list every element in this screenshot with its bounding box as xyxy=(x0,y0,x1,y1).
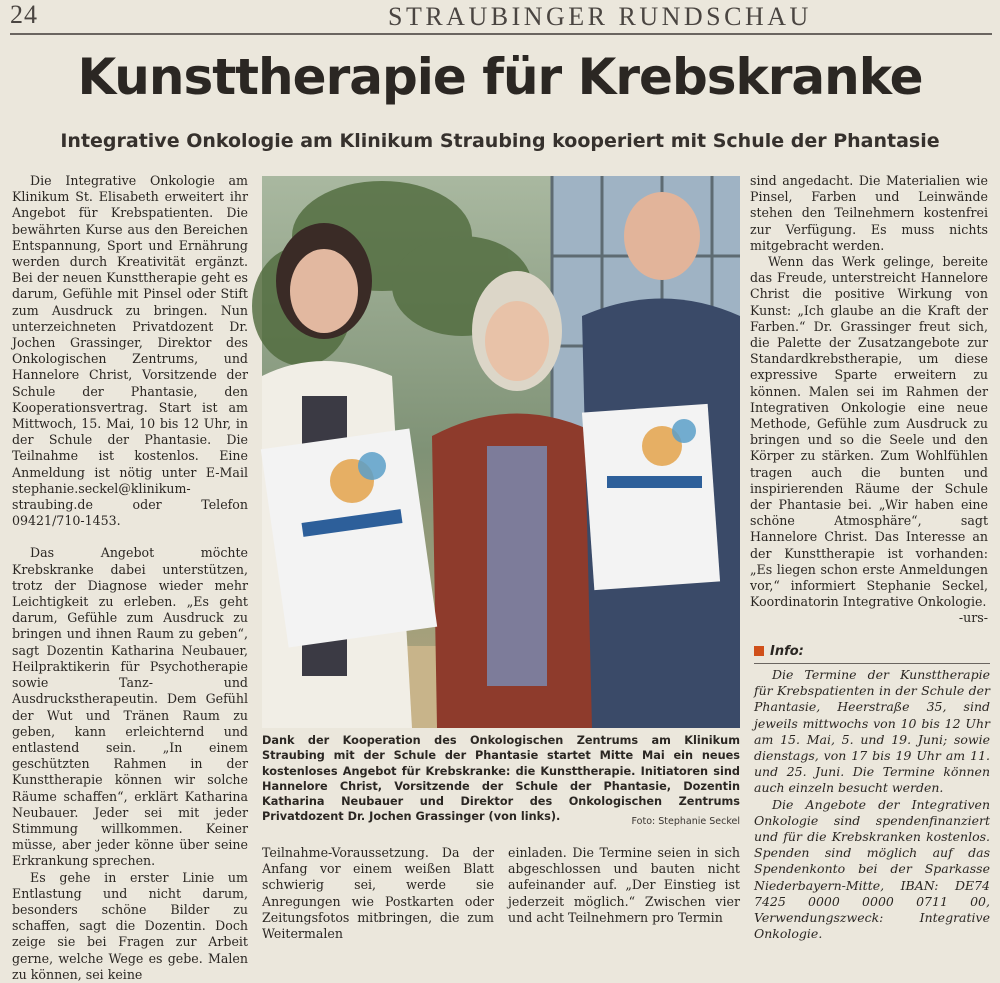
info-paragraph: Die Termine der Kunsttherapie für Krebspatienten in der Schule der Phantasie, Heerstraße 35, sind jeweils mittwochs von 10 bis 12 Uhr am 15. Mai, 5. und 19. Juni; sowie dienstags, von 17 bis 19 Uhr am 11. und 25. Juni. Die Termine können auch einzeln besucht werden. xyxy=(754,667,990,796)
article-column-1 xyxy=(12,173,248,982)
info-box-heading xyxy=(754,644,990,659)
article-column-3 xyxy=(508,845,740,937)
info-heading-label: Info: xyxy=(770,644,804,659)
article-paragraph: einladen. Die Termine seien in sich abgeschlossen und bauten nicht aufeinander auf. „Der Einstieg ist jederzeit möglich.“ Zwischen vier und acht Teilnehmern pro Termin xyxy=(508,845,740,925)
article-paragraph: Teilnahme-Voraussetzung. Da der Anfang vor einem weißen Blatt schwierig sei, werde sie Anregungen wie Postkarten oder Zeitungsfotos mitbringen, die zum Weitermalen xyxy=(262,845,494,942)
newspaper-name: STRAUBINGER RUNDSCHAU xyxy=(388,2,812,31)
article-paragraph: Wenn das Werk gelinge, bereite das Freude, unterstreicht Hannelore Christ die positive Wirkung von Kunst: „Ich glaube an die Kraft der Farben.“ Dr. Grassinger freut sich, die Palette der Zusatzangebote zur Standardkrebstherapie, um diese expressive Sparte erweitern zu können. Malen sei im Rahmen der Integrativen Onkologie eine neue Methode, Gefühle zum Ausdruck zu bringen und so die Seele und den Körper zu stärken. Zum Wohlfühlen tragen auch die bunten und inspirierenden Räume der Schule der Phantasie bei. „Wir haben eine schöne Atmosphäre“, sagt Hannelore Christ. Das Interesse an der Kunsttherapie ist vorhanden: „Es liegen schon erste Anmeldungen vor,“ informiert Stephanie Seckel, Koordinatorin Integrative Onkologie. xyxy=(750,254,988,610)
flyer-left xyxy=(261,429,437,648)
article-paragraph: Es gehe in erster Linie um Entlastung und nicht darum, besonders schöne Bilder zu schaffen, sagt die Dozentin. Doch zeige sie bei Fragen zur Arbeit gerne, welche Wege es gebe. Malen zu können, sei keine xyxy=(12,869,248,982)
flyer-right xyxy=(582,404,720,590)
article-photo xyxy=(262,176,740,728)
author-signature: -urs- xyxy=(958,610,988,626)
article-paragraph: sind angedacht. Die Materialien wie Pinsel, Farben und Leinwände stehen den Teilnehmern kostenfrei zur Verfügung. Es muss nichts mitgebracht werden. xyxy=(750,173,988,253)
article-column-4 xyxy=(750,173,988,643)
photo-illustration xyxy=(262,176,740,728)
subheadline: Integrative Onkologie am Klinikum Straubing kooperiert mit Schule der Phantasie xyxy=(60,130,940,152)
header-rule xyxy=(10,33,992,35)
headline: Kunsttherapie für Krebskranke xyxy=(77,48,923,106)
info-rule xyxy=(754,663,990,664)
article-paragraph: Die Integrative Onkologie am Klinikum St. Elisabeth erweitert ihr Angebot für Krebspatienten. Die bewährten Kurse aus den Bereichen Entspannung, Sport und Ernährung werden durch Kreativität ergänzt. Bei der neuen Kunsttherapie geht es darum, Gefühle mit Pinsel oder Stift zum Ausdruck zu bringen. Nun unterzeichneten Privatdozent Dr. Jochen Grassinger, Direktor des Onkologischen Zentrums, und Hannelore Christ, Vorsitzende der Schule der Phantasie, den Kooperationsvertrag. Start ist am Mittwoch, 15. Mai, 10 bis 12 Uhr, in der Schule der Phantasie. Die Teilnahme ist kostenlos. Eine Anmeldung ist nötig unter E-Mail stephanie.seckel@klinikum-straubing.de oder Telefon 09421/710-1453. xyxy=(12,173,248,529)
info-box xyxy=(754,667,990,942)
article-paragraph: Das Angebot möchte Krebskranke dabei unterstützen, trotz der Diagnose wieder mehr Leichtigkeit zu erleben. „Es geht darum, Gefühle zum Ausdruck zu bringen und ihnen Raum zu geben“, sagt Dozentin Katharina Neubauer, Heilpraktikerin für Psychotherapie sowie Tanz- und Ausdruckstherapeutin. Dem Gefühl der Wut und Tränen Raum zu geben, kann erleichternd und entlastend sein. „In einem geschützten Rahmen in der Kunsttherapie können wir solche Räume schaffen“, erklärt Katharina Neubauer. Jeder sei mit jeder Stimmung willkommen. Keiner müsse, aber jeder könne über seine Erkrankung sprechen. xyxy=(12,545,248,869)
article-column-2 xyxy=(262,845,494,942)
square-icon xyxy=(754,646,764,656)
info-paragraph: Die Angebote der Integrativen Onkologie sind spendenfinanziert und für die Krebskranken kostenlos. Spenden sind möglich auf das Spendenkonto bei der Sparkasse Niederbayern-Mitte, IBAN: DE74 7425 0000 0000 0711 00, Verwendungszweck: Integrative Onkologie. xyxy=(754,796,990,942)
photo-credit: Foto: Stephanie Seckel xyxy=(631,816,740,827)
photo-caption: Dank der Kooperation des Onkologischen Zentrums am Klinikum Straubing mit der Schule der Phantasie startet Mitte Mai ein neues kostenloses Angebot für Krebskranke: die Kunsttherapie. Initiatoren sind Hannelore Christ, Vorsitzende der Schule der Phantasie, Dozentin Katharina Neubauer und Direktor des Onkologischen Zentrums Privatdozent Dr. Jochen Grassinger (von links). xyxy=(262,734,740,824)
page-number: 24 xyxy=(10,0,38,29)
